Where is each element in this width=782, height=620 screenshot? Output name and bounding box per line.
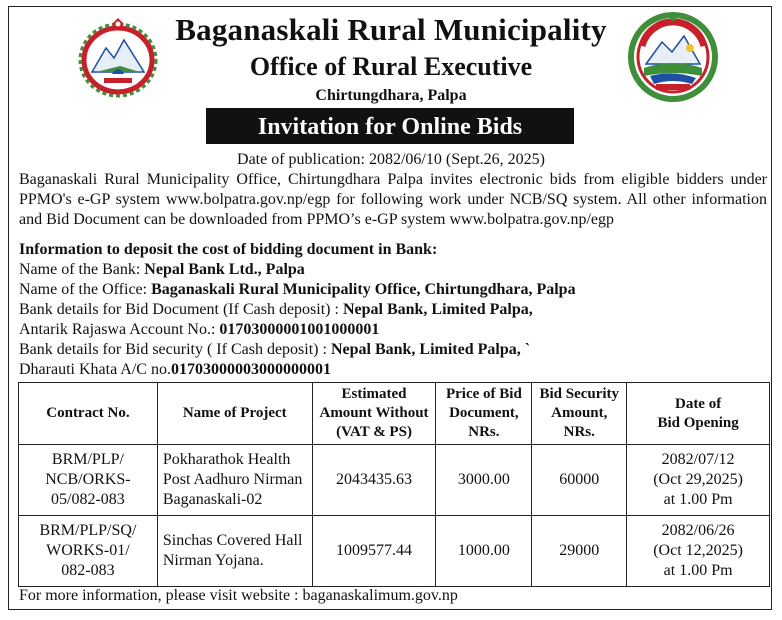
price-cell: 1000.00 [436, 516, 532, 587]
bid-document-bank-line: Bank details for Bid Document (If Cash deposit) : Nepal Bank, Limited Palpa, [19, 301, 533, 318]
bids-table [18, 382, 770, 587]
bank-name-line: Name of the Bank: Nepal Bank Ltd., Palpa [19, 261, 305, 278]
footer-website-note: For more information, please visit website : baganaskalimum.gov.np [19, 587, 458, 604]
bank-info-heading: Information to deposit the cost of bidding document in Bank: [19, 241, 438, 258]
publication-date: Date of publication: 2082/06/10 (Sept.26, 2025) [237, 151, 545, 168]
column-header-security: Bid Security Amount, NRs. [532, 383, 627, 445]
estimate-cell: 1009577.44 [312, 516, 436, 587]
municipality-title: Baganaskali Rural Municipality [175, 12, 607, 47]
bid-security-bank-line: Bank details for Bid security ( If Cash deposit) : Nepal Bank, Limited Palpa, ` [19, 341, 531, 358]
estimate-cell: 2043435.63 [312, 445, 436, 516]
security-cell: 29000 [532, 516, 627, 587]
location-subtitle: Chirtungdhara, Palpa [315, 87, 467, 104]
notice-banner: Invitation for Online Bids [206, 108, 574, 144]
bank-info-section [19, 240, 576, 380]
column-header-date: Date of Bid Opening [627, 383, 770, 445]
office-title: Office of Rural Executive [249, 52, 533, 81]
contract-cell: BRM/PLP/SQ/ WORKS-01/ 082-083 [19, 516, 158, 587]
column-header-price: Price of Bid Document, NRs. [436, 383, 532, 445]
table-row [19, 516, 770, 587]
antarik-account-line: Antarik Rajaswa Account No.: 01703000001001000001 [19, 321, 380, 338]
intro-paragraph: Baganaskali Rural Municipality Office, Chirtungdhara Palpa invites electronic bids from eligible bidders under PPMO's e-GP system www.bolpatra.gov.np/egp for following work under NCB/SQ system. All other information and Bid Document can be downloaded from PPMO’s e-GP system www.bolpatra.gov.np/egp [19, 171, 767, 228]
column-header-contract: Contract No. [19, 383, 158, 445]
dharauti-account-line: Dharauti Khata A/C no.01703000003000000001 [19, 361, 331, 378]
contract-cell: BRM/PLP/ NCB/ORKS- 05/082-083 [19, 445, 158, 516]
table-row [19, 445, 770, 516]
project-cell: Sinchas Covered Hall Nirman Yojana. [157, 516, 312, 587]
opening-date-cell: 2082/06/26 (Oct 12,2025) at 1.00 Pm [627, 516, 770, 587]
security-cell: 60000 [532, 445, 627, 516]
project-cell: Pokharathok Health Post Aadhuro Nirman Baganaskali-02 [157, 445, 312, 516]
column-header-project: Name of Project [157, 383, 312, 445]
opening-date-cell: 2082/07/12 (Oct 29,2025) at 1.00 Pm [627, 445, 770, 516]
table-header-row [19, 383, 770, 445]
office-name-line: Name of the Office: Baganaskali Rural Municipality Office, Chirtungdhara, Palpa [19, 281, 576, 298]
column-header-estimate: Estimated Amount Without (VAT & PS) [312, 383, 436, 445]
price-cell: 3000.00 [436, 445, 532, 516]
